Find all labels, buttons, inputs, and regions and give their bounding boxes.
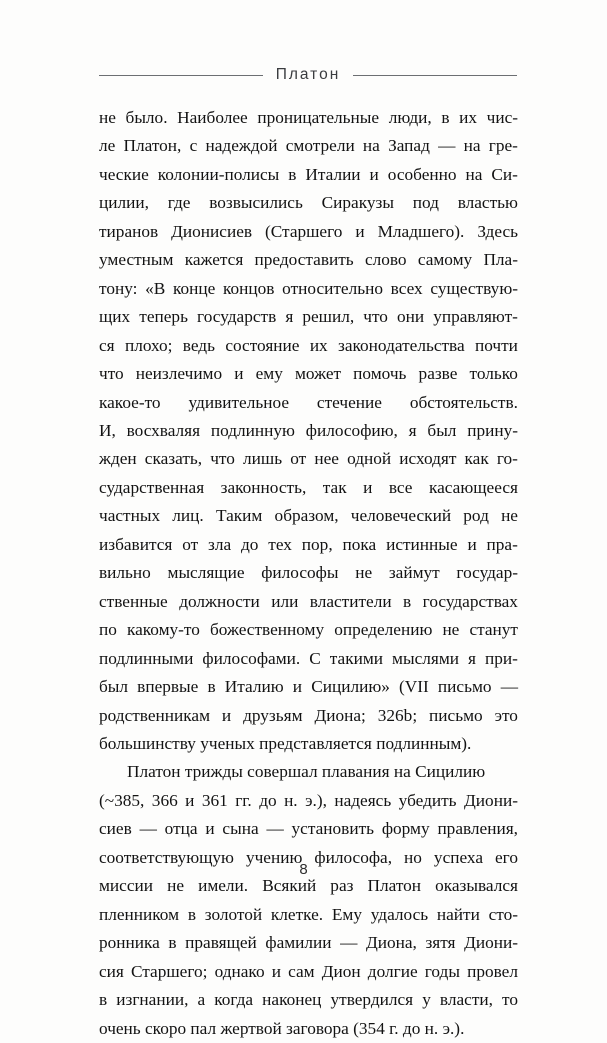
word: кажется <box>184 250 244 270</box>
word: восхваляя <box>126 420 201 440</box>
text-line: Платон трижды совершал плавания на Сицилию <box>127 762 486 782</box>
text-line <box>99 417 518 445</box>
running-head-title: Платон <box>275 65 341 83</box>
word: сударственная <box>99 477 205 497</box>
word: — <box>340 933 358 953</box>
word: при- <box>485 648 518 668</box>
word: удалось <box>370 904 429 924</box>
word: Италию <box>224 677 284 697</box>
word: почти <box>474 335 518 355</box>
word: род <box>463 506 489 526</box>
word: лиц. <box>172 506 204 526</box>
word: их <box>459 108 478 127</box>
word: пока <box>342 534 377 554</box>
word: удивительное <box>188 392 289 412</box>
word: сто- <box>488 904 518 924</box>
word: в <box>207 677 216 697</box>
word: Пла- <box>483 250 518 270</box>
word: Диони- <box>464 933 518 953</box>
word: станут <box>469 620 518 640</box>
word: слово <box>364 250 407 270</box>
word: всех <box>390 278 423 298</box>
word: был <box>427 420 457 440</box>
word: под <box>412 193 439 213</box>
word: правления, <box>437 819 518 839</box>
word: ся <box>99 335 115 355</box>
word: Здесь <box>477 221 518 241</box>
word: наконец <box>262 990 322 1010</box>
text-line: большинству ученых представляется подлинным). <box>99 733 472 753</box>
word: мыслями <box>392 648 460 668</box>
word: властители <box>309 591 392 611</box>
word: сказать, <box>144 449 203 469</box>
word: но <box>404 847 422 867</box>
word: в <box>168 933 177 953</box>
word: только <box>469 364 518 384</box>
word: колонии-полисы <box>157 164 280 184</box>
word: был <box>99 677 129 697</box>
word: в <box>187 904 196 924</box>
word: какому-то <box>126 620 200 640</box>
word: подлинную <box>210 420 295 440</box>
word: человеческий <box>350 506 452 526</box>
word: э.), <box>305 790 327 810</box>
word: лишь <box>243 449 283 469</box>
word: должности <box>179 591 260 611</box>
word: не <box>167 876 185 896</box>
text-line <box>99 332 518 360</box>
word: и <box>292 677 303 697</box>
word: до <box>259 790 277 810</box>
word: обстоятельств. <box>409 392 518 412</box>
word: прину- <box>467 420 518 440</box>
word: клетке. <box>270 904 324 924</box>
word: и <box>221 705 232 725</box>
running-head-rule-right <box>353 75 517 76</box>
word: гре- <box>488 136 518 156</box>
word: (Старшего <box>265 221 343 241</box>
word: философа, <box>314 847 393 867</box>
word: избавится <box>99 534 173 554</box>
word: миссии <box>99 876 154 896</box>
word: найти <box>436 904 480 924</box>
text-line <box>99 445 518 473</box>
text-line <box>99 246 518 274</box>
word: законность, <box>220 477 307 497</box>
text-line <box>99 161 518 189</box>
word: решил, <box>302 307 355 327</box>
word: философию, <box>305 420 398 440</box>
word: когда <box>214 990 254 1010</box>
word: сия <box>99 961 124 981</box>
text-line <box>99 616 518 644</box>
text-line <box>99 303 518 331</box>
word: пра- <box>486 534 518 554</box>
word: Всякий <box>262 876 317 896</box>
word: их <box>309 335 328 355</box>
word: они <box>396 307 425 327</box>
word: И, <box>99 420 116 440</box>
word: и <box>369 164 379 184</box>
paragraph <box>99 758 518 1043</box>
word: исходят <box>399 449 457 469</box>
text-line <box>99 104 518 132</box>
word: в <box>99 990 108 1010</box>
word: долгие <box>367 961 418 981</box>
word: фамилии <box>265 933 332 953</box>
word: Таким <box>215 506 263 526</box>
word: божественному <box>209 620 325 640</box>
text-line <box>99 986 518 1014</box>
word: 326b; <box>377 705 418 725</box>
word: — <box>500 677 518 697</box>
word: ческие <box>99 164 149 184</box>
word: касающееся <box>428 477 518 497</box>
word: го- <box>496 449 518 469</box>
text-line <box>99 275 518 303</box>
text-line <box>99 132 518 160</box>
word: утвердился <box>330 990 414 1010</box>
text-line: очень скоро пал жертвой заговора (354 г. до н. э.). <box>99 1018 465 1038</box>
word: нее <box>314 449 339 469</box>
word: существую- <box>430 278 518 298</box>
word: пленником <box>99 904 180 924</box>
word: и <box>234 364 244 384</box>
word: или <box>271 591 299 611</box>
word: возвысились <box>209 193 303 213</box>
word: уместным <box>99 250 174 270</box>
word: власти, <box>439 990 493 1010</box>
word: оказывался <box>435 876 518 896</box>
text-line <box>99 189 518 217</box>
word: так <box>322 477 347 497</box>
word: друзьям <box>243 705 303 725</box>
text-line <box>99 815 518 843</box>
word: неизлечимо <box>135 364 223 384</box>
word: по <box>99 620 117 640</box>
word: письмо <box>437 677 492 697</box>
text-line <box>99 559 518 587</box>
word: однако <box>214 961 265 981</box>
word: форму <box>381 819 430 839</box>
word: и <box>467 534 477 554</box>
word: как <box>464 449 489 469</box>
word: надеясь <box>334 790 392 810</box>
word: мыслящие <box>167 563 245 583</box>
word: на <box>362 136 380 156</box>
word: Старшего; <box>131 961 208 981</box>
word: золотой <box>204 904 263 924</box>
word: не <box>355 563 373 583</box>
word: Италии <box>305 164 361 184</box>
word: цилии, <box>99 193 149 213</box>
word: Дион <box>321 961 361 981</box>
word: и <box>205 819 215 839</box>
word: проницательные <box>257 108 380 127</box>
text-line <box>99 218 518 246</box>
word: успеха <box>433 847 484 867</box>
word: 361 <box>201 790 228 810</box>
word: философы <box>261 563 339 583</box>
word: то <box>502 990 518 1010</box>
word: впервые <box>137 677 199 697</box>
word: зла <box>208 534 232 554</box>
word: — <box>266 819 284 839</box>
word: это <box>494 705 518 725</box>
word: не <box>442 620 460 640</box>
word: и <box>363 477 373 497</box>
word: ронника <box>99 933 160 953</box>
word: не <box>99 108 116 127</box>
word: вильно <box>99 563 151 583</box>
word: государств <box>197 307 277 327</box>
word: государ- <box>456 563 518 583</box>
word: на <box>463 136 481 156</box>
word: установить <box>291 819 375 839</box>
word: состояние <box>225 335 300 355</box>
word: соответствующую <box>99 847 234 867</box>
word: имели. <box>198 876 249 896</box>
text-line <box>99 929 518 957</box>
running-head-rule-left <box>99 75 263 76</box>
word: частных <box>99 506 161 526</box>
word: (VII <box>399 677 429 697</box>
word: философами. <box>202 648 301 668</box>
word: Диона, <box>365 933 417 953</box>
word: сиев <box>99 819 132 839</box>
word: пор, <box>301 534 333 554</box>
word: было. <box>125 108 168 127</box>
word: одной <box>347 449 392 469</box>
running-head <box>99 62 517 88</box>
word: ле <box>99 136 116 156</box>
word: тону: <box>99 278 138 298</box>
word: убедить <box>398 790 457 810</box>
word: ему <box>255 364 283 384</box>
word: — <box>139 819 157 839</box>
word: определению <box>334 620 433 640</box>
word: подлинными <box>99 648 194 668</box>
word: управляют- <box>433 307 518 327</box>
word: надеждой <box>205 136 278 156</box>
word: на <box>465 164 483 184</box>
word: я <box>468 648 476 668</box>
word: особенно <box>387 164 457 184</box>
word: помочь <box>353 364 407 384</box>
word: письмо <box>429 705 483 725</box>
word: плохо; <box>124 335 173 355</box>
word: стечение <box>316 392 382 412</box>
word: тех <box>268 534 292 554</box>
word: Диона; <box>314 705 366 725</box>
word: — <box>438 136 456 156</box>
word: государствах <box>422 591 518 611</box>
word: до <box>241 534 259 554</box>
word: смотрели <box>285 136 355 156</box>
word: Диони- <box>464 790 518 810</box>
word: от <box>290 449 307 469</box>
body-text-block <box>99 104 518 1043</box>
word: что <box>210 449 235 469</box>
word: не <box>501 506 518 526</box>
word: где <box>167 193 191 213</box>
word: «В <box>145 278 166 298</box>
text-line <box>99 389 518 417</box>
word: Си- <box>491 164 518 184</box>
page-number: 8 <box>299 861 308 878</box>
text-line <box>99 588 518 616</box>
word: отца <box>164 819 198 839</box>
word: в <box>441 108 450 127</box>
word: жден <box>99 449 137 469</box>
text-line <box>99 531 518 559</box>
word: теперь <box>139 307 188 327</box>
word: Сиракузы <box>321 193 394 213</box>
word: предоставить <box>254 250 354 270</box>
word: правящей <box>185 933 257 953</box>
word: раз <box>330 876 354 896</box>
word: щих <box>99 307 131 327</box>
text-line <box>99 673 518 701</box>
word: я <box>408 420 417 440</box>
word: все <box>388 477 413 497</box>
word: а <box>197 990 206 1010</box>
word: Платон, <box>123 136 182 156</box>
word: его <box>495 847 518 867</box>
word: конце <box>172 278 216 298</box>
text-line <box>99 787 518 815</box>
word: изгнании, <box>116 990 189 1010</box>
word: у <box>422 990 431 1010</box>
text-line <box>99 474 518 502</box>
word: зятя <box>425 933 456 953</box>
word: что <box>99 364 124 384</box>
word: годы <box>424 961 460 981</box>
text-line <box>99 360 518 388</box>
word: (~385, <box>99 790 145 810</box>
text-line <box>99 502 518 530</box>
word: Младшего). <box>377 221 465 241</box>
word: Сицилию» <box>311 677 390 697</box>
word: и <box>185 790 195 810</box>
word: Ему <box>331 904 362 924</box>
word: займут <box>388 563 440 583</box>
word: 366 <box>151 790 178 810</box>
word: ведь <box>182 335 215 355</box>
word: учению <box>245 847 303 867</box>
word: такими <box>329 648 384 668</box>
word: в <box>288 164 297 184</box>
text-line <box>99 645 518 673</box>
word: люди, <box>388 108 432 127</box>
word: властью <box>457 193 518 213</box>
word: тиранов <box>99 221 159 241</box>
word: я <box>285 307 294 327</box>
word: родственникам <box>99 705 211 725</box>
word: чис- <box>486 108 518 127</box>
word: в <box>403 591 412 611</box>
word: может <box>294 364 342 384</box>
word: и <box>355 221 365 241</box>
word: образом, <box>274 506 339 526</box>
word: Наиболее <box>177 108 248 127</box>
word: самому <box>417 250 473 270</box>
text-line <box>99 702 518 730</box>
word: концов <box>223 278 275 298</box>
word: н. <box>284 790 298 810</box>
word: Запад <box>388 136 430 156</box>
word: Дионисиев <box>171 221 253 241</box>
word: гг. <box>235 790 252 810</box>
word: какое-то <box>99 392 161 412</box>
word: С <box>309 648 321 668</box>
text-line <box>99 901 518 929</box>
word: Платон <box>367 876 422 896</box>
word: относительно <box>282 278 383 298</box>
word: что <box>363 307 388 327</box>
paragraph <box>99 104 518 758</box>
word: провел <box>467 961 518 981</box>
word: сам <box>288 961 315 981</box>
word: с <box>189 136 198 156</box>
word: истинные <box>386 534 458 554</box>
word: законодательства <box>338 335 465 355</box>
word: от <box>182 534 199 554</box>
word: ственные <box>99 591 168 611</box>
word: разве <box>418 364 458 384</box>
word: и <box>271 961 281 981</box>
word: сына <box>222 819 259 839</box>
